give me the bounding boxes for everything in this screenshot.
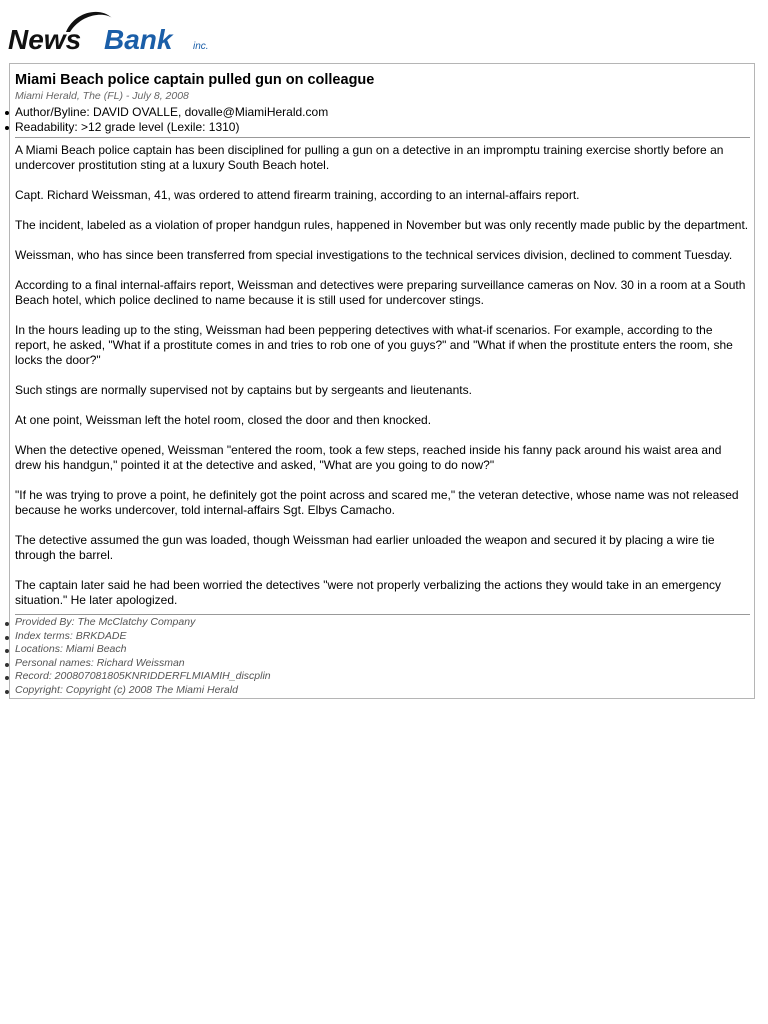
footer-personal-names: Personal names: Richard Weissman — [15, 657, 750, 671]
paragraph: In the hours leading up to the sting, Weissman had been peppering detectives with what-if scenarios. For example, according to the report, he asked, "What if a prostitute comes in and tries to rob one of you guys?" and "What if when the prostitute enters the room, she locks the door?" — [15, 323, 733, 367]
divider-bottom — [15, 614, 750, 615]
paragraph: The detective assumed the gun was loaded, though Weissman had earlier unloaded the weapon and secured it by placing a wire tie through the barrel. — [15, 533, 715, 562]
article-panel — [9, 63, 755, 699]
footer-record: Record: 200807081805KNRIDDERFLMIAMIH_discplin — [15, 670, 750, 684]
footer-index-terms: Index terms: BRKDADE — [15, 630, 750, 644]
footer-locations: Locations: Miami Beach — [15, 643, 750, 657]
paragraph: When the detective opened, Weissman "entered the room, took a few steps, reached inside his fanny pack around his waist area and drew his handgun," pointed it at the detective and asked, "What are you going to do now?" — [15, 443, 722, 472]
paragraph: At one point, Weissman left the hotel room, closed the door and then knocked. — [15, 413, 432, 427]
logo-bank-text: Bank — [104, 24, 173, 55]
paragraph: Weissman, who has since been transferred from special investigations to the technical services division, declined to comment Tuesday. — [15, 248, 733, 262]
meta-readability: Readability: >12 grade level (Lexile: 1310) — [15, 120, 750, 135]
newsbank-logo-mark — [8, 8, 218, 60]
article-footer — [15, 614, 750, 698]
footer-meta-list — [15, 616, 750, 698]
paragraph: The captain later said he had been worried the detectives "were not properly verbalizing the actions they would take in an emergency situation." He later apologized. — [15, 578, 722, 607]
meta-byline: Author/Byline: DAVID OVALLE, dovalle@MiamiHerald.com — [15, 105, 750, 120]
paragraph: "If he was trying to prove a point, he definitely got the point across and scared me," the veteran detective, whose name was not released because he works undercover, told internal-affairs Sgt. Elbys Camacho. — [15, 488, 739, 517]
article-meta-list — [15, 105, 750, 135]
article-body — [15, 143, 750, 608]
divider-top — [15, 137, 750, 138]
article-title: Miami Beach police captain pulled gun on colleague — [15, 72, 375, 88]
logo-news-text: News — [8, 24, 82, 55]
footer-copyright: Copyright: Copyright (c) 2008 The Miami Herald — [15, 684, 750, 698]
paragraph: The incident, labeled as a violation of proper handgun rules, happened in November but was only recently made public by the department. — [15, 218, 749, 232]
paragraph: A Miami Beach police captain has been disciplined for pulling a gun on a detective in an impromptu training exercise shortly before an undercover prostitution sting at a luxury South Beach hotel. — [15, 143, 724, 172]
newsbank-logo — [8, 8, 218, 60]
logo-inc-text: inc. — [193, 41, 209, 52]
paragraph: According to a final internal-affairs report, Weissman and detectives were preparing surveillance cameras on Nov. 30 in a room at a South Beach hotel, which police declined to name because it is still used for undercover stings. — [15, 278, 746, 307]
paragraph: Capt. Richard Weissman, 41, was ordered to attend firearm training, according to an internal-affairs report. — [15, 188, 580, 202]
footer-provided-by: Provided By: The McClatchy Company — [15, 616, 750, 630]
article-source: Miami Herald, The (FL) - July 8, 2008 — [15, 90, 189, 102]
paragraph: Such stings are normally supervised not by captains but by sergeants and lieutenants. — [15, 383, 472, 397]
